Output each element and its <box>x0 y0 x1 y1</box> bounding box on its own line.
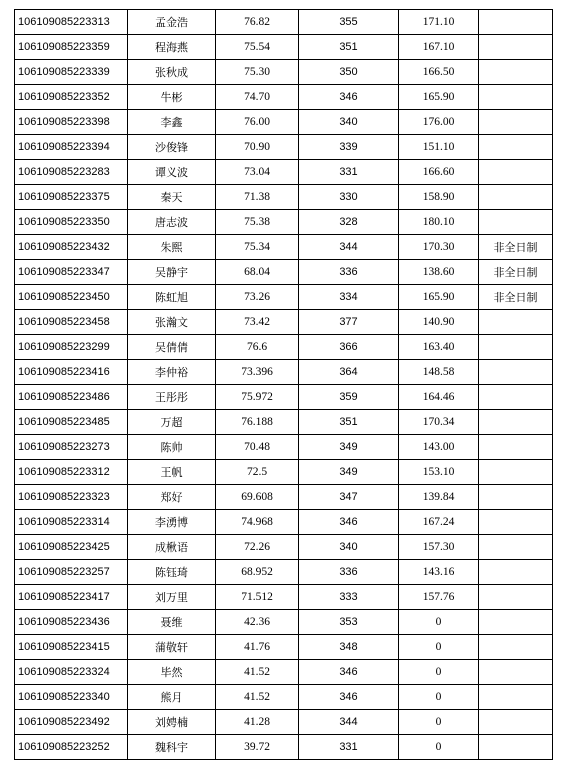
candidate-id-cell: 106109085223340 <box>15 685 128 710</box>
score-cell-2: 351 <box>299 35 399 60</box>
candidate-name-cell: 吴倩倩 <box>128 335 216 360</box>
candidate-name-cell: 万超 <box>128 410 216 435</box>
candidate-name-cell: 熊月 <box>128 685 216 710</box>
table-row <box>15 335 553 360</box>
score-cell-3: 167.10 <box>399 35 479 60</box>
candidate-id-cell: 106109085223359 <box>15 35 128 60</box>
table-row <box>15 685 553 710</box>
candidate-id-cell: 106109085223312 <box>15 460 128 485</box>
score-cell-2: 340 <box>299 110 399 135</box>
note-cell <box>479 710 553 735</box>
score-cell-2: 344 <box>299 710 399 735</box>
candidate-name-cell: 李仲裕 <box>128 360 216 385</box>
score-cell-3: 166.60 <box>399 160 479 185</box>
table-row <box>15 110 553 135</box>
score-cell-2: 336 <box>299 560 399 585</box>
candidate-id-cell: 106109085223398 <box>15 110 128 135</box>
table-row <box>15 10 553 35</box>
score-cell-2: 349 <box>299 460 399 485</box>
score-cell-3: 163.40 <box>399 335 479 360</box>
note-cell <box>479 435 553 460</box>
score-cell-1: 76.188 <box>216 410 299 435</box>
score-cell-3: 0 <box>399 610 479 635</box>
score-cell-2: 330 <box>299 185 399 210</box>
table-row <box>15 385 553 410</box>
candidate-id-cell: 106109085223425 <box>15 535 128 560</box>
candidate-name-cell: 聂维 <box>128 610 216 635</box>
score-cell-1: 75.38 <box>216 210 299 235</box>
table-row <box>15 260 553 285</box>
score-cell-3: 143.00 <box>399 435 479 460</box>
candidate-id-cell: 106109085223283 <box>15 160 128 185</box>
score-cell-2: 364 <box>299 360 399 385</box>
score-cell-1: 74.968 <box>216 510 299 535</box>
candidate-name-cell: 李湧博 <box>128 510 216 535</box>
score-cell-2: 336 <box>299 260 399 285</box>
score-cell-1: 75.30 <box>216 60 299 85</box>
score-cell-1: 73.396 <box>216 360 299 385</box>
candidate-name-cell: 孟金浩 <box>128 10 216 35</box>
candidate-name-cell: 陈钰琦 <box>128 560 216 585</box>
score-cell-3: 171.10 <box>399 10 479 35</box>
table-row <box>15 435 553 460</box>
score-cell-1: 68.04 <box>216 260 299 285</box>
score-cell-3: 138.60 <box>399 260 479 285</box>
score-cell-3: 158.90 <box>399 185 479 210</box>
score-cell-2: 353 <box>299 610 399 635</box>
candidate-id-cell: 106109085223257 <box>15 560 128 585</box>
note-cell <box>479 510 553 535</box>
candidate-id-cell: 106109085223394 <box>15 135 128 160</box>
table-row <box>15 535 553 560</box>
score-cell-3: 139.84 <box>399 485 479 510</box>
score-cell-3: 157.76 <box>399 585 479 610</box>
score-cell-1: 73.42 <box>216 310 299 335</box>
candidate-id-cell: 106109085223415 <box>15 635 128 660</box>
candidate-id-cell: 106109085223485 <box>15 410 128 435</box>
score-cell-2: 331 <box>299 735 399 760</box>
note-cell <box>479 35 553 60</box>
score-cell-1: 75.54 <box>216 35 299 60</box>
candidate-id-cell: 106109085223347 <box>15 260 128 285</box>
score-cell-2: 359 <box>299 385 399 410</box>
score-cell-3: 0 <box>399 735 479 760</box>
score-cell-3: 143.16 <box>399 560 479 585</box>
score-cell-1: 39.72 <box>216 735 299 760</box>
candidate-name-cell: 王帆 <box>128 460 216 485</box>
score-cell-1: 42.36 <box>216 610 299 635</box>
table-row <box>15 585 553 610</box>
table-row <box>15 610 553 635</box>
score-cell-2: 334 <box>299 285 399 310</box>
candidate-name-cell: 郑好 <box>128 485 216 510</box>
score-cell-3: 0 <box>399 710 479 735</box>
table-row <box>15 360 553 385</box>
table-row <box>15 60 553 85</box>
candidate-id-cell: 106109085223324 <box>15 660 128 685</box>
score-table-container <box>14 9 553 760</box>
note-cell <box>479 60 553 85</box>
score-cell-1: 76.6 <box>216 335 299 360</box>
note-cell <box>479 210 553 235</box>
score-cell-1: 71.38 <box>216 185 299 210</box>
score-cell-3: 165.90 <box>399 85 479 110</box>
score-cell-3: 151.10 <box>399 135 479 160</box>
table-row <box>15 635 553 660</box>
candidate-id-cell: 106109085223299 <box>15 335 128 360</box>
table-row <box>15 235 553 260</box>
score-cell-3: 157.30 <box>399 535 479 560</box>
score-cell-1: 72.5 <box>216 460 299 485</box>
score-cell-2: 349 <box>299 435 399 460</box>
score-cell-2: 346 <box>299 85 399 110</box>
candidate-id-cell: 106109085223432 <box>15 235 128 260</box>
score-cell-2: 366 <box>299 335 399 360</box>
score-cell-1: 76.82 <box>216 10 299 35</box>
table-row <box>15 460 553 485</box>
candidate-id-cell: 106109085223273 <box>15 435 128 460</box>
score-cell-3: 140.90 <box>399 310 479 335</box>
candidate-id-cell: 106109085223339 <box>15 60 128 85</box>
score-cell-2: 377 <box>299 310 399 335</box>
score-cell-3: 0 <box>399 660 479 685</box>
note-cell <box>479 110 553 135</box>
score-cell-3: 176.00 <box>399 110 479 135</box>
score-cell-2: 346 <box>299 510 399 535</box>
candidate-name-cell: 张秋成 <box>128 60 216 85</box>
table-row <box>15 160 553 185</box>
score-cell-3: 166.50 <box>399 60 479 85</box>
table-row <box>15 185 553 210</box>
candidate-id-cell: 106109085223492 <box>15 710 128 735</box>
note-cell <box>479 660 553 685</box>
score-cell-3: 170.30 <box>399 235 479 260</box>
score-table <box>14 9 553 760</box>
candidate-name-cell: 毕然 <box>128 660 216 685</box>
table-row <box>15 710 553 735</box>
score-cell-1: 41.52 <box>216 685 299 710</box>
candidate-id-cell: 106109085223350 <box>15 210 128 235</box>
score-cell-3: 164.46 <box>399 385 479 410</box>
note-cell <box>479 160 553 185</box>
candidate-name-cell: 李鑫 <box>128 110 216 135</box>
candidate-name-cell: 陈帅 <box>128 435 216 460</box>
note-cell <box>479 135 553 160</box>
score-cell-1: 71.512 <box>216 585 299 610</box>
candidate-name-cell: 程海燕 <box>128 35 216 60</box>
note-cell <box>479 485 553 510</box>
score-cell-1: 73.26 <box>216 285 299 310</box>
score-cell-3: 165.90 <box>399 285 479 310</box>
score-cell-2: 350 <box>299 60 399 85</box>
candidate-name-cell: 王彤彤 <box>128 385 216 410</box>
score-cell-2: 333 <box>299 585 399 610</box>
table-row <box>15 85 553 110</box>
candidate-name-cell: 蒲敬轩 <box>128 635 216 660</box>
candidate-name-cell: 陈虹旭 <box>128 285 216 310</box>
candidate-id-cell: 106109085223458 <box>15 310 128 335</box>
note-cell <box>479 535 553 560</box>
note-cell <box>479 635 553 660</box>
candidate-id-cell: 106109085223323 <box>15 485 128 510</box>
score-cell-3: 180.10 <box>399 210 479 235</box>
note-cell <box>479 585 553 610</box>
score-cell-1: 68.952 <box>216 560 299 585</box>
note-cell <box>479 360 553 385</box>
note-cell: 非全日制 <box>479 260 553 285</box>
table-row <box>15 485 553 510</box>
note-cell: 非全日制 <box>479 235 553 260</box>
table-row <box>15 410 553 435</box>
note-cell <box>479 685 553 710</box>
score-cell-1: 75.972 <box>216 385 299 410</box>
score-cell-3: 148.58 <box>399 360 479 385</box>
candidate-id-cell: 106109085223436 <box>15 610 128 635</box>
table-body <box>15 10 553 760</box>
candidate-name-cell: 刘娉楠 <box>128 710 216 735</box>
score-cell-2: 355 <box>299 10 399 35</box>
candidate-name-cell: 秦天 <box>128 185 216 210</box>
score-cell-2: 346 <box>299 660 399 685</box>
note-cell <box>479 410 553 435</box>
table-row <box>15 310 553 335</box>
score-cell-3: 167.24 <box>399 510 479 535</box>
score-cell-1: 75.34 <box>216 235 299 260</box>
score-cell-1: 41.76 <box>216 635 299 660</box>
note-cell <box>479 85 553 110</box>
table-row <box>15 135 553 160</box>
score-cell-3: 153.10 <box>399 460 479 485</box>
score-cell-3: 0 <box>399 685 479 710</box>
score-cell-2: 351 <box>299 410 399 435</box>
score-cell-1: 74.70 <box>216 85 299 110</box>
candidate-name-cell: 吴静宇 <box>128 260 216 285</box>
candidate-id-cell: 106109085223416 <box>15 360 128 385</box>
candidate-id-cell: 106109085223450 <box>15 285 128 310</box>
score-cell-1: 69.608 <box>216 485 299 510</box>
candidate-name-cell: 沙俊锋 <box>128 135 216 160</box>
note-cell <box>479 610 553 635</box>
candidate-id-cell: 106109085223417 <box>15 585 128 610</box>
candidate-id-cell: 106109085223314 <box>15 510 128 535</box>
score-cell-2: 331 <box>299 160 399 185</box>
score-cell-2: 347 <box>299 485 399 510</box>
score-cell-2: 339 <box>299 135 399 160</box>
table-row <box>15 660 553 685</box>
score-cell-1: 72.26 <box>216 535 299 560</box>
score-cell-2: 346 <box>299 685 399 710</box>
table-row <box>15 285 553 310</box>
score-cell-1: 73.04 <box>216 160 299 185</box>
table-row <box>15 510 553 535</box>
candidate-id-cell: 106109085223352 <box>15 85 128 110</box>
candidate-id-cell: 106109085223486 <box>15 385 128 410</box>
score-cell-1: 76.00 <box>216 110 299 135</box>
note-cell <box>479 735 553 760</box>
candidate-id-cell: 106109085223313 <box>15 10 128 35</box>
candidate-name-cell: 成楸语 <box>128 535 216 560</box>
candidate-name-cell: 刘万里 <box>128 585 216 610</box>
candidate-name-cell: 牛彬 <box>128 85 216 110</box>
score-cell-1: 41.28 <box>216 710 299 735</box>
score-cell-1: 70.48 <box>216 435 299 460</box>
note-cell: 非全日制 <box>479 285 553 310</box>
note-cell <box>479 310 553 335</box>
score-cell-2: 344 <box>299 235 399 260</box>
table-row <box>15 35 553 60</box>
table-row <box>15 560 553 585</box>
score-cell-2: 340 <box>299 535 399 560</box>
score-cell-3: 170.34 <box>399 410 479 435</box>
score-cell-1: 41.52 <box>216 660 299 685</box>
candidate-name-cell: 朱熙 <box>128 235 216 260</box>
table-row <box>15 735 553 760</box>
score-cell-2: 328 <box>299 210 399 235</box>
table-row <box>15 210 553 235</box>
note-cell <box>479 10 553 35</box>
candidate-name-cell: 唐志波 <box>128 210 216 235</box>
candidate-id-cell: 106109085223375 <box>15 185 128 210</box>
candidate-id-cell: 106109085223252 <box>15 735 128 760</box>
note-cell <box>479 460 553 485</box>
note-cell <box>479 385 553 410</box>
note-cell <box>479 335 553 360</box>
candidate-name-cell: 谭义波 <box>128 160 216 185</box>
score-cell-1: 70.90 <box>216 135 299 160</box>
score-cell-2: 348 <box>299 635 399 660</box>
score-cell-3: 0 <box>399 635 479 660</box>
candidate-name-cell: 魏科宇 <box>128 735 216 760</box>
candidate-name-cell: 张瀚文 <box>128 310 216 335</box>
note-cell <box>479 185 553 210</box>
note-cell <box>479 560 553 585</box>
